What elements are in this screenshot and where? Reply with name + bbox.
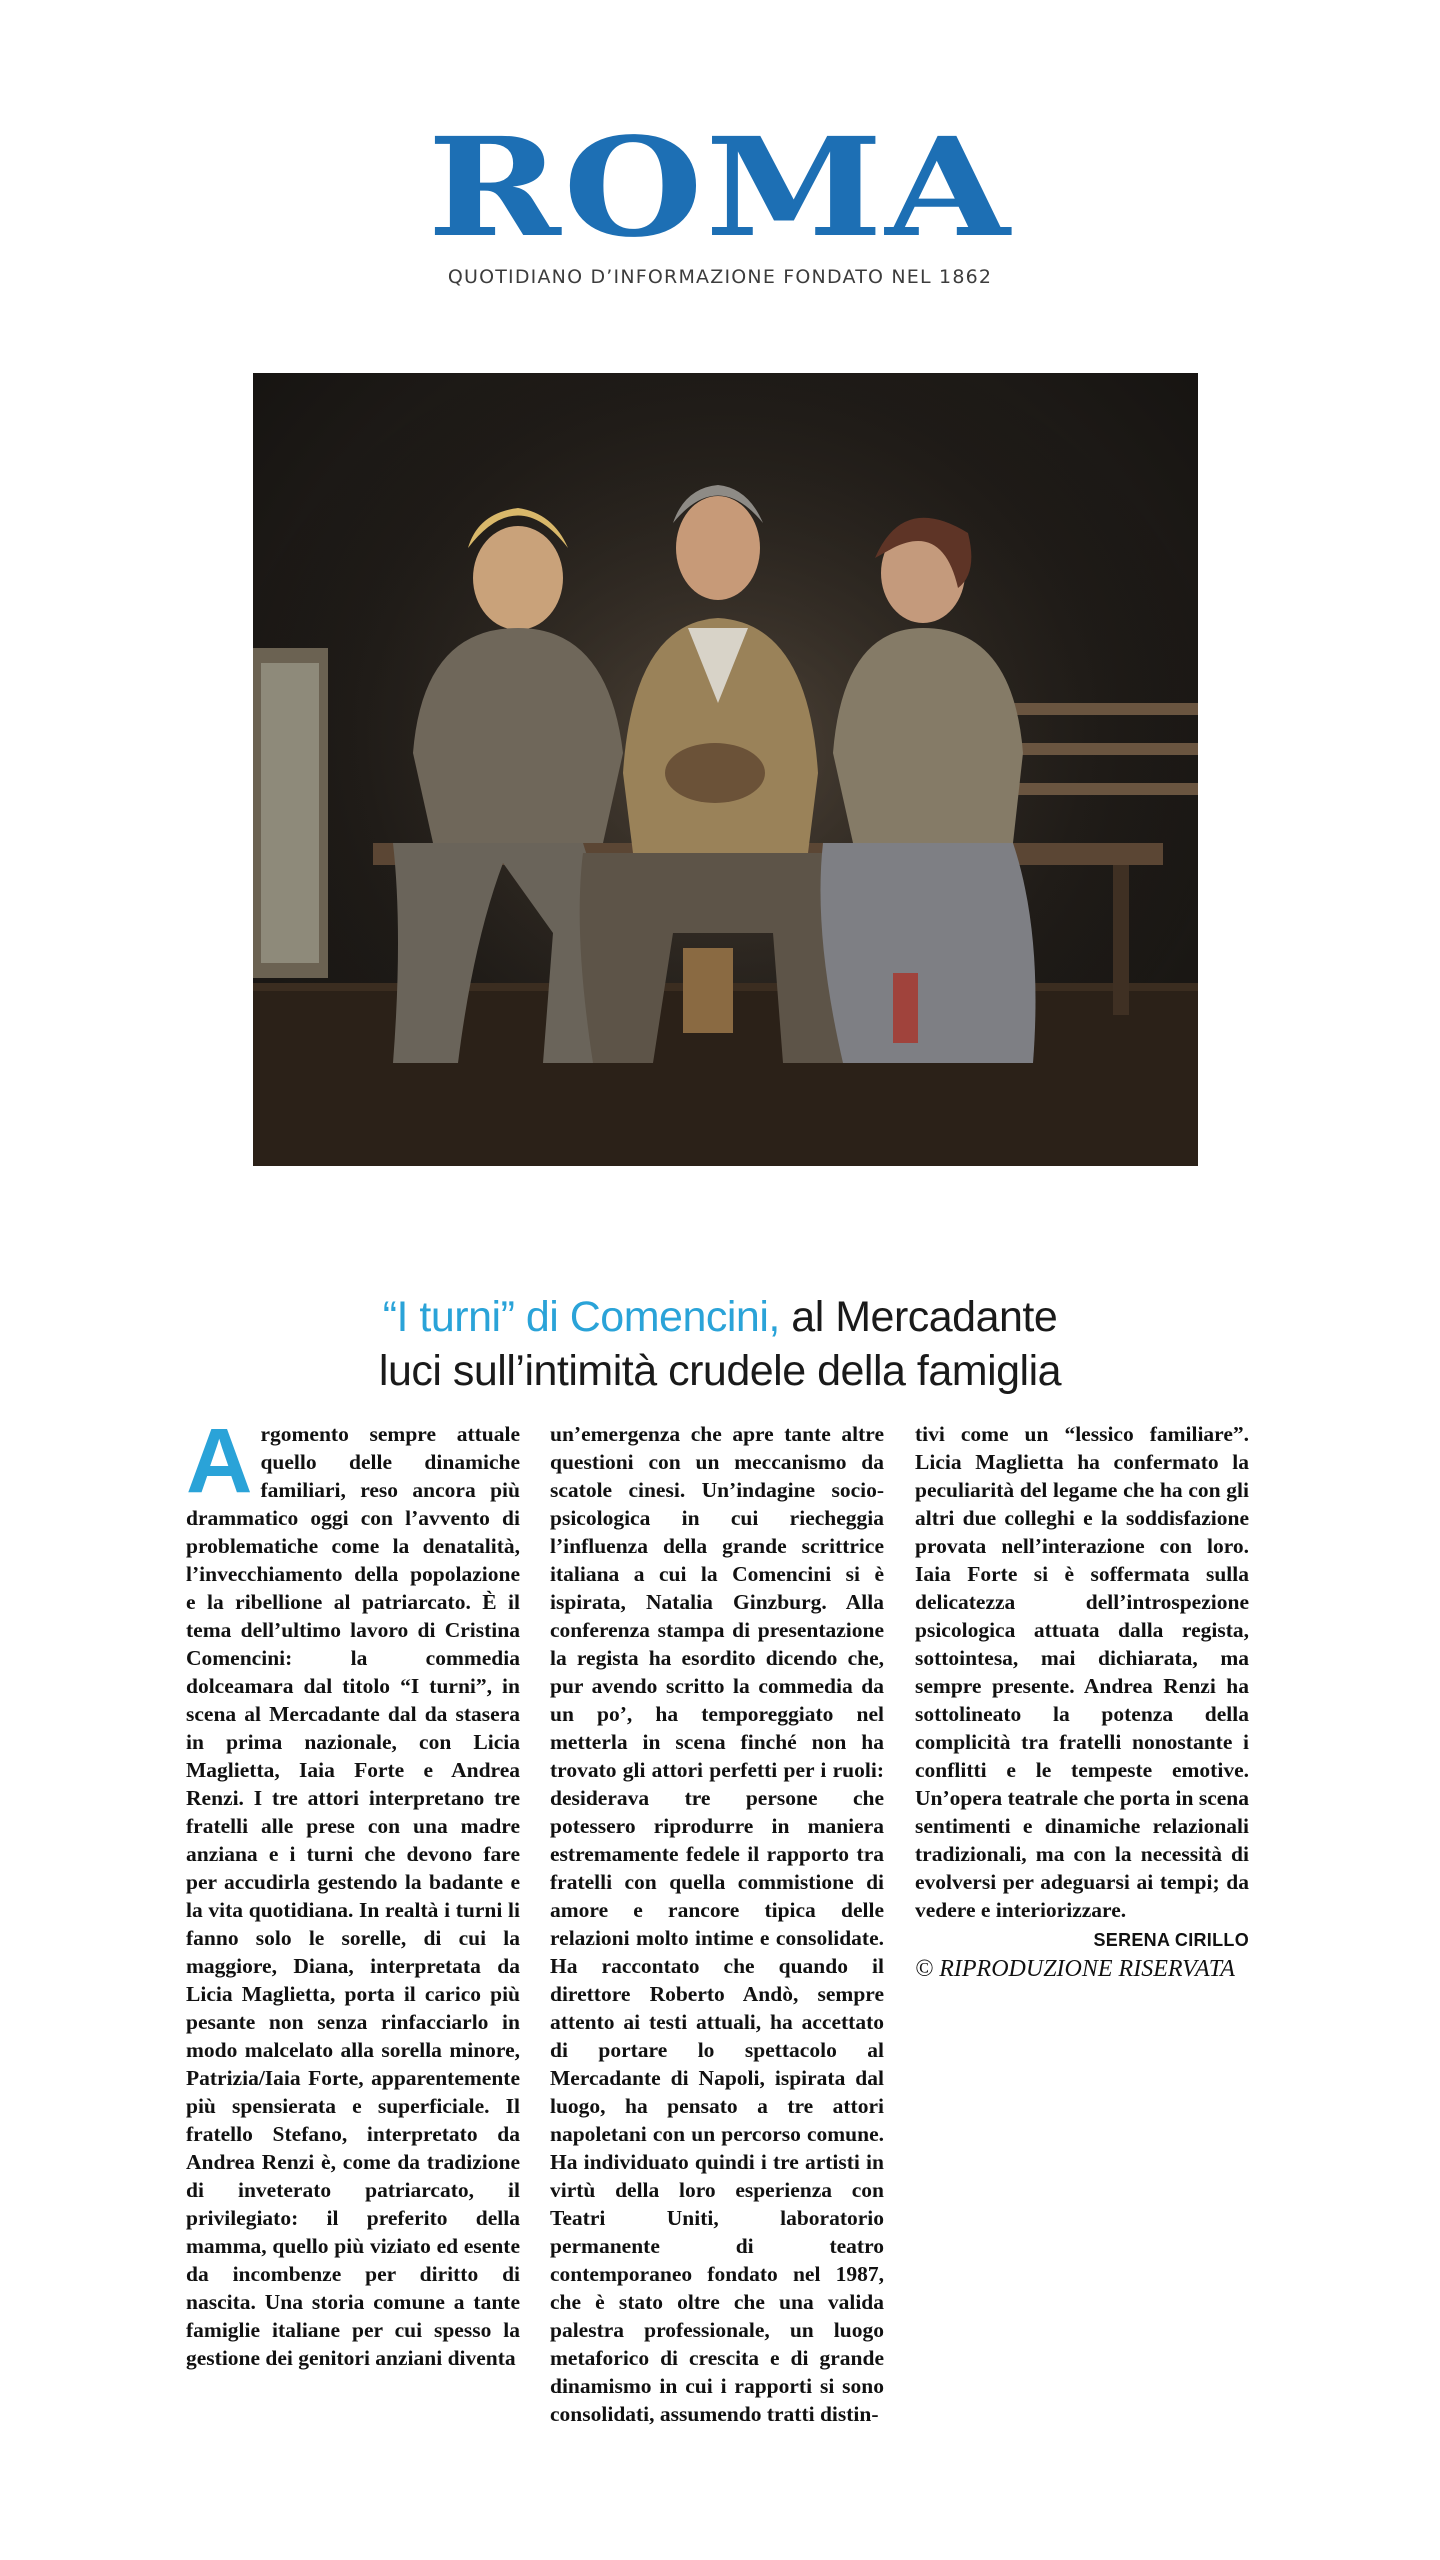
headline-line-1 <box>0 1290 1440 1344</box>
copyright-notice: © RIPRODUZIONE RISERVATA <box>915 1956 1235 1982</box>
stage-scene-illustration <box>253 373 1198 1166</box>
masthead <box>0 108 1440 288</box>
headline-line-2: luci sull’intimità crudele della famiglia <box>378 1347 1062 1395</box>
newspaper-logo: ROMA <box>427 108 1013 268</box>
article-headline <box>0 1290 1440 1398</box>
column-3-text: tivi come un “lessico familiare”. Licia Maglietta ha confermato la peculiarità del legame che ha con gli altri due colleghi e la soddisfazione provata nell’interazione con loro. Iaia Forte si è soffermata sulla delicatezza dell’introspezione psicologica attuata dalla regista, sottointesa, mai dichiarata, ma sempre presente. Andrea Renzi ha sottolineato la potenza della complicità tra fratelli nonostante i conflitti e le tempeste emotive. Un’opera teatrale che porta in scena sentimenti e dinamiche relazionali tradizionali, ma con la necessità di evolversi per adeguarsi ai tempi; da vedere e interiorizzare. <box>915 1422 1249 1922</box>
article-photo <box>253 373 1198 1166</box>
column-1-text: rgomento sempre attuale quello delle dinamiche familiari, reso ancora più drammatico oggi con l’avvento di problematiche come la denatalità, l’invecchiamento della popolazione e la ribellione al patriarcato. È il tema dell’ultimo lavoro di Cristina Comencini: la commedia dolceamara dal titolo “I turni”, in scena al Mercadante dal da stasera in prima nazionale, con Licia Maglietta, Iaia Forte e Andrea Renzi. I tre attori interpretano tre fratelli alle prese con una madre anziana e i turni che devono fare per accudirla gestendo la badante e la vita quotidiana. In realtà i turni li fanno solo le sorelle, di cui la maggiore, Diana, interpretata da Licia Maglietta, porta il carico più pesante non senza rinfacciarlo in modo malcelato alla sorella minore, Patrizia/Iaia Forte, apparentemente più spensierata e superficiale. Il fratello Stefano, interpretato da Andrea Renzi è, come da tradizione di inveterato patriarcato, il privilegiato: il preferito della mamma, quello più viziato ed esente da incombenze per diritto di nascita. Una storia comune a tante famiglie italiane per cui spesso la gestione dei genitori anziani diventa <box>186 1422 520 2370</box>
headline-accent: “I turni” di Comencini, <box>382 1293 780 1341</box>
article-column-2 <box>550 1420 884 2428</box>
author-byline: SERENA CIRILLO <box>1093 1930 1249 1950</box>
article-body <box>186 1410 1249 2426</box>
headline-rest: al Mercadante <box>779 1293 1058 1341</box>
article-column-3 <box>915 1420 1249 1984</box>
drop-cap: A <box>186 1410 253 1512</box>
article-column-1 <box>186 1410 520 2372</box>
column-2-text: un’emergenza che apre tante altre questioni con un meccanismo da scatole cinesi. Un’indagine socio-psicologica in cui riecheggia l’influenza della grande scrittrice italiana a cui la Comencini si è ispirata, Natalia Ginzburg. Alla conferenza stampa di presentazione la regista ha esordito dicendo che, pur avendo scritto la commedia da un po’, ha temporeggiato nel metterla in scena finché non ha trovato gli attori perfetti per i ruoli: desiderava tre persone che potessero riprodurre in maniera estremamente fedele il rapporto tra fratelli con quella commistione di amore e rancore tipica delle relazioni molto intime e consolidate. Ha raccontato che quando il direttore Roberto Andò, sempre attento ai testi attuali, ha accettato di portare lo spettacolo al Mercadante di Napoli, ispirata dal luogo, ha pensato a tre attori napoletani con un percorso comune. Ha individuato quindi i tre artisti in virtù della loro esperienza con Teatri Uniti, laboratorio permanente di teatro contemporaneo fondato nel 1987, che è stato oltre che una valida palestra professionale, un luogo metaforico di crescita e di grande dinamismo in cui i rapporti si sono consolidati, assumendo tratti distin- <box>550 1422 884 2426</box>
masthead-tagline: QUOTIDIANO D’INFORMAZIONE FONDATO NEL 1862 <box>447 266 993 288</box>
